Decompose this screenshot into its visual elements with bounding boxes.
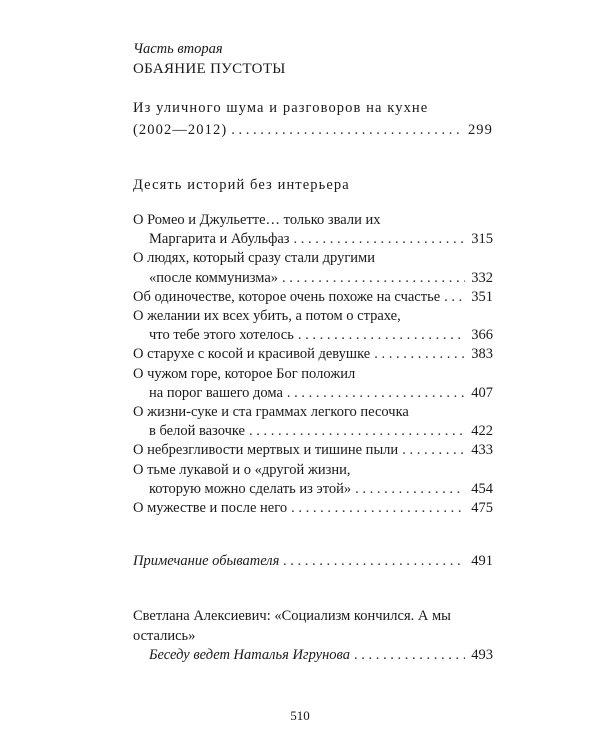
toc-entry-line: «после коммунизма» xyxy=(149,269,279,286)
part-label: Часть вторая xyxy=(133,41,223,57)
stories-list xyxy=(133,211,493,518)
leader-dots xyxy=(231,119,462,141)
page-number: 510 xyxy=(290,708,310,723)
toc-entry-line: О желании их всех убить, а потом о страхе, xyxy=(133,308,401,325)
toc-entry-line: в белой вазочке xyxy=(149,423,245,440)
toc-page-number: 422 xyxy=(471,423,493,440)
toc-entry-line: Об одиночестве, которое очень похоже на счастье xyxy=(133,288,441,305)
toc-page-number: 315 xyxy=(471,231,493,248)
toc-page-number: 454 xyxy=(471,480,493,497)
leader-dots xyxy=(444,288,465,307)
toc-page-number: 383 xyxy=(471,346,493,363)
toc-entry xyxy=(133,288,493,307)
toc-entry xyxy=(133,403,493,441)
toc-entry xyxy=(133,345,493,364)
leader-dots xyxy=(283,552,465,571)
toc-page-number: 366 xyxy=(471,327,493,344)
toc-entry xyxy=(133,249,493,287)
toc-entry xyxy=(133,461,493,499)
table-of-contents xyxy=(133,40,493,665)
toc-entry-line: О мужестве и после него xyxy=(133,500,288,517)
leader-dots xyxy=(402,441,465,460)
toc-entry-line: О тьме лукавой и о «другой жизни, xyxy=(133,461,351,478)
toc-page-number: 407 xyxy=(471,384,493,401)
leader-dots xyxy=(294,230,466,249)
toc-entry-line: остались» xyxy=(133,627,196,644)
toc-entry-line: что тебе этого хотелось xyxy=(149,327,294,344)
toc-page-number: 493 xyxy=(471,646,493,663)
leader-dots xyxy=(298,326,465,345)
toc-page-number: 299 xyxy=(467,122,493,138)
toc-entry xyxy=(133,499,493,518)
leader-dots xyxy=(354,646,465,665)
toc-entry-line: О Ромео и Джульетте… только звали их xyxy=(133,212,381,228)
toc-entry-line: которую можно сделать из этой» xyxy=(149,480,352,497)
leader-dots xyxy=(355,480,465,499)
section-heading: Десять историй без интерьера xyxy=(133,177,350,193)
toc-entry-line: Примечание обывателя xyxy=(133,553,280,570)
toc-entry-line: О жизни-суке и ста граммах легкого песочка xyxy=(133,404,409,421)
toc-page-number: 433 xyxy=(471,442,493,459)
toc-entry-line: О чужом горе, которое Бог положил xyxy=(133,365,356,382)
toc-entry xyxy=(133,211,493,249)
leader-dots xyxy=(249,422,465,441)
toc-entry xyxy=(133,365,493,403)
part-title: ОБАЯНИЕ ПУСТОТЫ xyxy=(133,61,286,77)
toc-page-number: 491 xyxy=(471,553,493,570)
toc-entry-line: Беседу ведет Наталья Игрунова xyxy=(149,646,350,663)
toc-entry-line: О старухе с косой и красивой девушке xyxy=(133,346,371,363)
toc-entry xyxy=(133,307,493,345)
toc-entry-interview xyxy=(133,607,493,665)
toc-entry-line: Светлана Алексиевич: «Социализм кончился. А мы xyxy=(133,608,451,625)
toc-entry-line: (2002—2012) xyxy=(133,122,228,138)
toc-entry-line: на порог вашего дома xyxy=(149,384,283,401)
toc-page-number: 351 xyxy=(471,288,493,305)
toc-page-number: 332 xyxy=(471,269,493,286)
toc-entry-street xyxy=(133,97,493,141)
toc-entry xyxy=(133,441,493,460)
toc-page-number: 475 xyxy=(471,500,493,517)
toc-entry-line: Из уличного шума и разговоров на кухне xyxy=(133,100,429,116)
toc-entry-note xyxy=(133,552,493,571)
toc-entry-line: О небрезгливости мертвых и тишине пыли xyxy=(133,442,399,459)
leader-dots xyxy=(282,269,465,288)
toc-entry-line: О людях, который сразу стали другими xyxy=(133,250,375,267)
leader-dots xyxy=(287,384,465,403)
leader-dots xyxy=(291,499,465,518)
toc-entry-line: Маргарита и Абульфаз xyxy=(149,231,290,248)
leader-dots xyxy=(374,345,465,364)
